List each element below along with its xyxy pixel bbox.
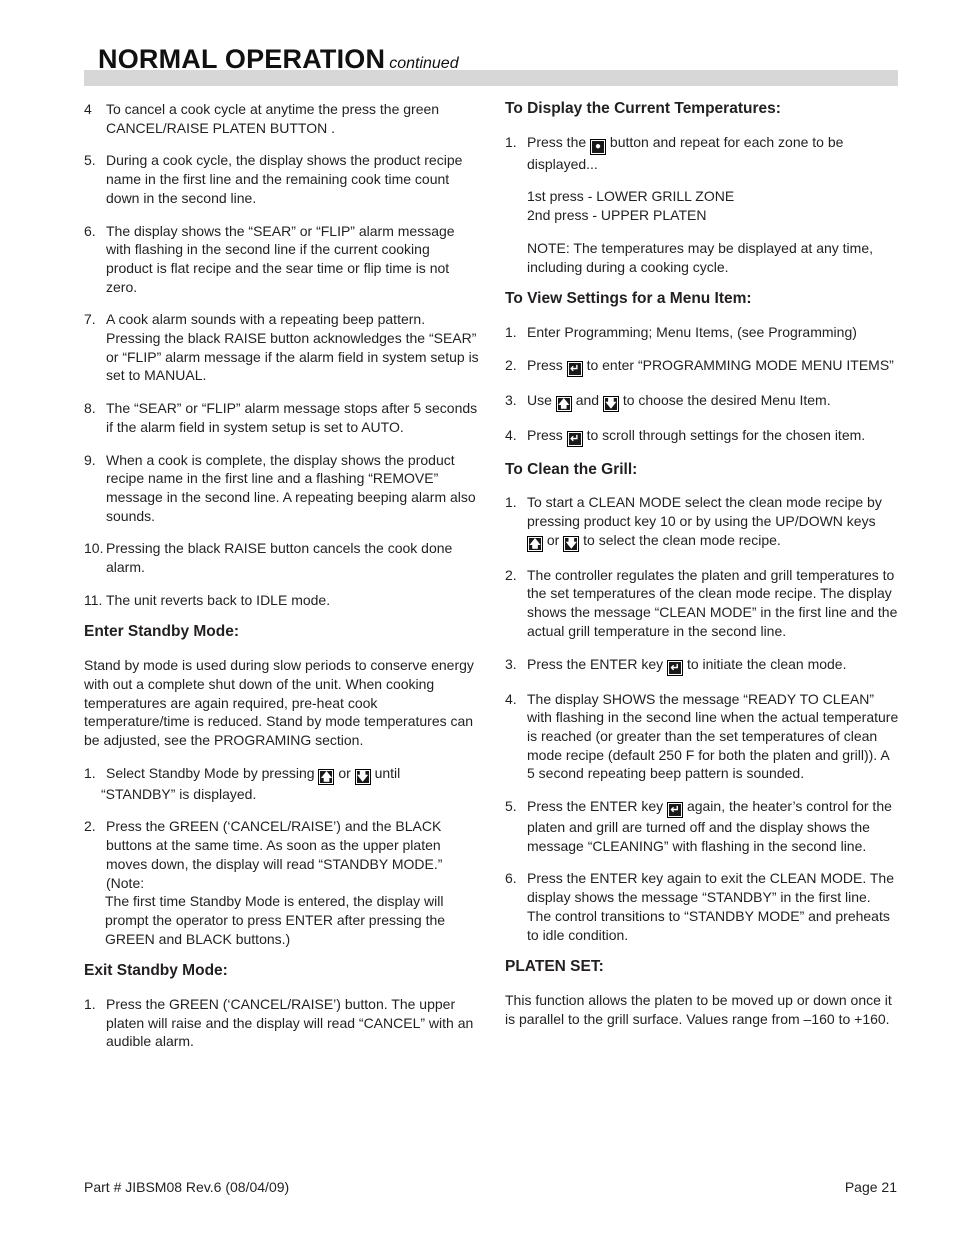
up-arrow-key-icon: 🡅 — [556, 396, 572, 412]
view-settings-heading: To View Settings for a Menu Item: — [505, 290, 752, 308]
standby-paragraph: Stand by mode is used during slow periods to conserve energy with out a complete shut down of the unit. When cooking temperatures are again required, pre-heat cook temperature/time is reduced. Stand by mode temperatures can be adjusted, see the PROGRAMING section. — [84, 657, 474, 748]
item-text: The “SEAR” or “FLIP” alarm message stops after 5 seconds if the alarm field in system setup is set to AUTO. — [106, 400, 478, 435]
item-text: The controller regulates the platen and grill temperatures to the set temperatures of the clean mode recipe. The display shows the message “CLEAN MODE” in the first line and the actual grill temperature in the second line. — [527, 566, 898, 639]
item-text: When a cook is complete, the display shows the product recipe name in the first line and a flashing “REMOVE” message in the second line. A repeating beeping alarm also sounds. — [106, 451, 476, 524]
thermometer-key-icon: ● — [590, 139, 606, 155]
item-text: Press the ENTER key again to exit the CLEAN MODE. The display shows the message “STANDBY” in the first line. — [527, 870, 895, 906]
item-number: 3. — [505, 391, 517, 408]
title-main: NORMAL OPERATION — [98, 44, 386, 74]
temp-note: NOTE: The temperatures may be displayed at any time, including during a cooking cycle. — [527, 239, 874, 275]
enter-key-icon: ↵ — [567, 361, 583, 377]
list-item — [84, 222, 480, 297]
down-arrow-key-icon: 🡇 — [563, 536, 579, 552]
standby-heading: Enter Standby Mode: — [84, 623, 240, 641]
item-number: 6. — [505, 870, 517, 887]
item-number: 5. — [505, 798, 517, 815]
list-item — [84, 151, 480, 207]
clean-step-1 — [505, 493, 900, 551]
temp-press-list — [505, 187, 900, 224]
item-text: During a cook cycle, the display shows the product recipe name in the first line and the remaining cook time count down in the second line. — [106, 152, 463, 206]
temp-heading: To Display the Current Temperatures: — [505, 100, 781, 117]
item-text: Enter Programming; Menu Items, (see Programming) — [527, 323, 857, 340]
item-number: 11. — [84, 591, 103, 608]
view-step-2 — [505, 356, 900, 377]
item-number: 6. — [84, 222, 96, 239]
enter-key-icon: ↵ — [567, 431, 583, 447]
list-item — [84, 539, 480, 576]
item-text: To start a CLEAN MODE select the clean mode recipe by pressing product key 10 or by using the UP/DOWN keys 🡅 or 🡇 to select the clean mode recipe. — [527, 494, 882, 550]
item-text: Select Standby Mode by pressing 🡅 or 🡇 until “STANDBY” is displayed. — [101, 764, 401, 802]
item-number: 7. — [84, 311, 96, 328]
item-text: The display SHOWS the message “READY TO CLEAN” with flashing in the second line when the actual temperature is reached (or greater than the set temperatures of clean mode recipe (default 250 F for both the platen and grill)). A 5 second repeating beep pattern is sounded. — [527, 690, 899, 782]
view-step-4 — [505, 426, 900, 447]
item-number: 1. — [84, 996, 96, 1013]
item-number: 5. — [84, 152, 96, 169]
item-number: 1. — [505, 133, 517, 150]
item-text: To cancel a cook cycle at anytime the press the green CANCEL/RAISE PLATEN BUTTON . — [106, 101, 440, 136]
clean-step-3 — [505, 655, 900, 676]
clean-step-4 — [505, 690, 900, 784]
clean-step-2 — [505, 566, 900, 641]
temp-press-2: 2nd press - UPPER PLATEN — [527, 207, 707, 224]
enter-key-icon: ↵ — [667, 802, 683, 818]
left-column — [84, 100, 480, 1051]
item-number: 8. — [84, 400, 96, 417]
page-title — [98, 44, 459, 74]
item-number: 2. — [505, 566, 517, 583]
footer-part-number: Part # JIBSM08 Rev.6 (08/04/09) — [84, 1179, 290, 1195]
view-step-1 — [505, 323, 900, 342]
footer-page-number: Page 21 — [844, 1179, 897, 1195]
clean-grill-heading: To Clean the Grill: — [505, 460, 638, 478]
exit-standby-heading: Exit Standby Mode: — [84, 962, 228, 980]
item-text: The unit reverts back to IDLE mode. — [106, 591, 331, 608]
temp-press-1: 1st press - LOWER GRILL ZONE — [527, 188, 735, 205]
item-text-note: The first time Standby Mode is entered, the display will prompt the operator to press ENTER after pressing the GREEN and BLACK buttons.) — [105, 893, 446, 947]
down-arrow-key-icon: 🡇 — [355, 769, 371, 785]
standby-step-2 — [84, 817, 480, 948]
item-number: 1. — [505, 494, 517, 511]
list-item — [84, 310, 480, 385]
item-number: 2. — [84, 818, 96, 835]
platen-set-paragraph: This function allows the platen to be moved up or down once it is parallel to the grill surface. Values range from –160 to +160. — [505, 991, 892, 1027]
item-text-continued: The control transitions to “STANDBY MODE” and preheats to idle condition. — [527, 907, 890, 943]
list-item — [84, 100, 480, 137]
right-column — [505, 100, 900, 1028]
item-text: Press the ENTER key ↵ again, the heater’s control for the platen and grill are turned off and the display shows the message “CLEANING” with flashing in the second line. — [527, 798, 892, 854]
item-number: 1. — [84, 764, 96, 781]
items-list — [84, 100, 480, 609]
title-subtitle: continued — [389, 55, 459, 72]
item-text: A cook alarm sounds with a repeating beep pattern. Pressing the black RAISE button acknowledges the “SEAR” or “FLIP” alarm message if the alarm field in system setup is set to MANUAL. — [106, 311, 479, 384]
up-arrow-key-icon: 🡅 — [527, 536, 543, 552]
item-text: Press the ● button and repeat for each zone to be displayed... — [527, 133, 844, 172]
enter-key-icon: ↵ — [667, 660, 683, 676]
temp-step-1 — [505, 133, 900, 174]
list-item — [84, 451, 480, 526]
item-number: 4 — [84, 101, 92, 117]
item-text: Press the ENTER key ↵ to initiate the clean mode. — [527, 655, 847, 674]
item-text: Press the GREEN (‘CANCEL/RAISE’) button. The upper platen will raise and the display will read “CANCEL” with an audible alarm. — [106, 996, 474, 1050]
standby-step-1 — [84, 764, 480, 804]
item-number: 3. — [505, 655, 517, 672]
item-number: 2. — [505, 356, 517, 373]
list-item — [84, 591, 480, 610]
item-text: The display shows the “SEAR” or “FLIP” alarm message with flashing in the second line if the current cooking product is flat recipe and the sear time or flip time is not zero. — [106, 222, 455, 295]
up-arrow-key-icon: 🡅 — [318, 769, 334, 785]
item-text: Press ↵ to scroll through settings for the chosen item. — [527, 426, 866, 445]
list-item — [84, 399, 480, 436]
clean-step-6 — [505, 869, 900, 944]
item-number: 4. — [505, 426, 517, 443]
item-number: 10. — [84, 540, 104, 557]
item-number: 9. — [84, 451, 96, 468]
view-step-3 — [505, 391, 900, 412]
item-number: 4. — [505, 690, 517, 707]
item-text: Use 🡅 and 🡇 to choose the desired Menu Item. — [527, 391, 831, 410]
platen-set-heading: PLATEN SET: — [505, 958, 604, 976]
item-text: Press ↵ to enter “PROGRAMMING MODE MENU ITEMS” — [527, 356, 894, 375]
clean-step-5 — [505, 797, 900, 855]
item-text: Pressing the black RAISE button cancels the cook done alarm. — [106, 540, 453, 576]
exit-step-1 — [84, 995, 480, 1051]
down-arrow-key-icon: 🡇 — [603, 396, 619, 412]
item-text: Press the GREEN (‘CANCEL/RAISE’) and the BLACK buttons at the same time. As soon as the upper platen moves down, the display will read “STANDBY MODE.” (Note: — [106, 818, 443, 891]
item-number: 1. — [505, 323, 517, 340]
